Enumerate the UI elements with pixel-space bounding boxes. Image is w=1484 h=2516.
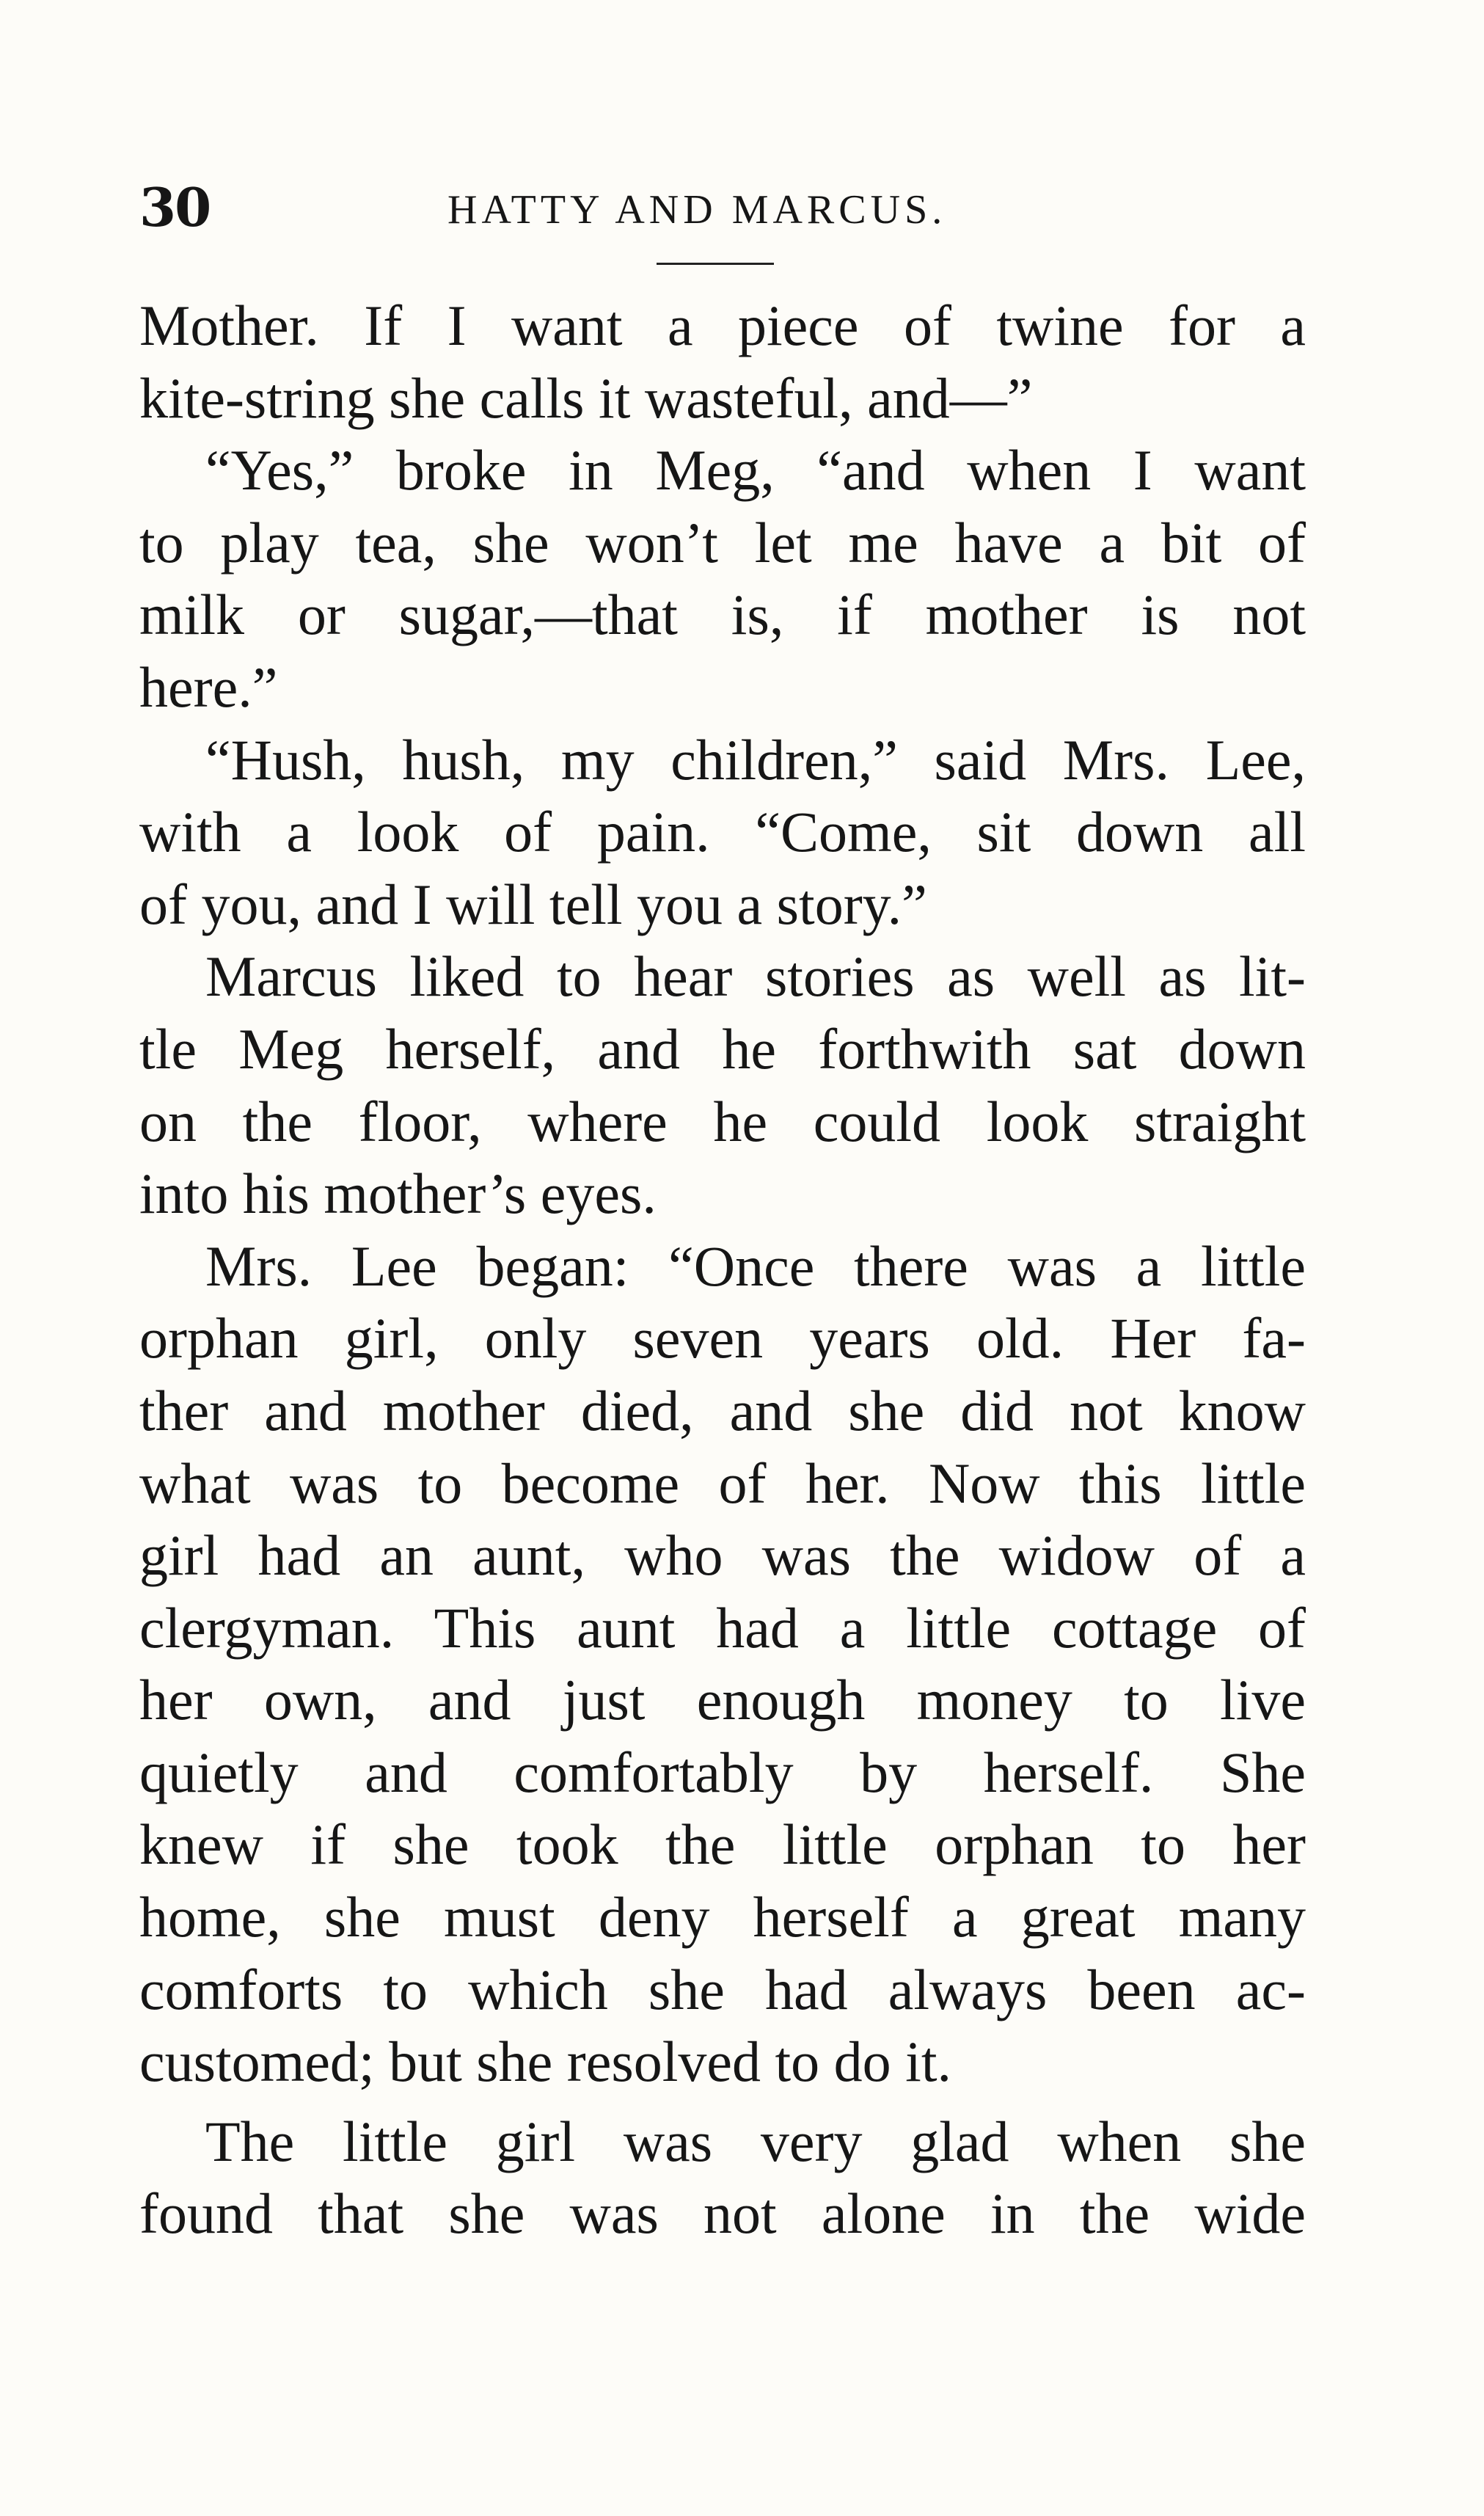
text-line: girl had an aunt, who was the widow of a [139, 1523, 1306, 1588]
text-line: to play tea, she won’t let me have a bit of [139, 510, 1306, 575]
text-line: found that she was not alone in the wide [139, 2181, 1306, 2246]
text-line: knew if she took the little orphan to her [139, 1812, 1306, 1877]
text-line: “Yes,” broke in Meg, “and when I want [205, 438, 1306, 503]
text-line: with a look of pain. “Come, sit down all [139, 800, 1306, 864]
text-line: clergyman. This aunt had a little cottage of [139, 1595, 1306, 1660]
text-line: Marcus liked to hear stories as well as lit- [205, 944, 1306, 1009]
text-line: home, she must deny herself a great many [139, 1885, 1306, 1950]
text-line: comforts to which she had always been ac- [139, 1957, 1306, 2021]
text-line: here.” [139, 654, 278, 719]
text-line: Mother. If I want a piece of twine for a [139, 293, 1306, 357]
text-line: tle Meg herself, and he forthwith sat down [139, 1016, 1306, 1081]
text-line: on the floor, where he could look straight [139, 1089, 1306, 1153]
text-line: orphan girl, only seven years old. Her fa- [139, 1306, 1306, 1371]
text-line: milk or sugar,—that is, if mother is not [139, 583, 1306, 647]
text-line: The little girl was very glad when she [205, 2109, 1306, 2173]
body-text [139, 290, 1306, 2250]
text-line: into his mother’s eyes. [139, 1162, 657, 1226]
page-number: 30 [139, 176, 211, 238]
paragraph-gap [139, 2099, 1306, 2106]
running-head [139, 175, 1313, 241]
text-line: customed; but she resolved to do it. [139, 2030, 952, 2094]
title-rule [657, 263, 774, 265]
text-line: “Hush, hush, my children,” said Mrs. Lee, [205, 727, 1306, 792]
text-line: ther and mother died, and she did not know [139, 1378, 1306, 1443]
text-line: quietly and comfortably by herself. She [139, 1740, 1306, 1804]
text-line: of you, and I will tell you a story.” [139, 872, 927, 936]
text-line: Mrs. Lee began: “Once there was a little [205, 1233, 1306, 1298]
running-title: HATTY AND MARCUS. [447, 187, 947, 233]
text-line: her own, and just enough money to live [139, 1668, 1306, 1732]
text-line: kite-string she calls it wasteful, and—” [139, 365, 1033, 430]
text-line: what was to become of her. Now this little [139, 1451, 1306, 1515]
